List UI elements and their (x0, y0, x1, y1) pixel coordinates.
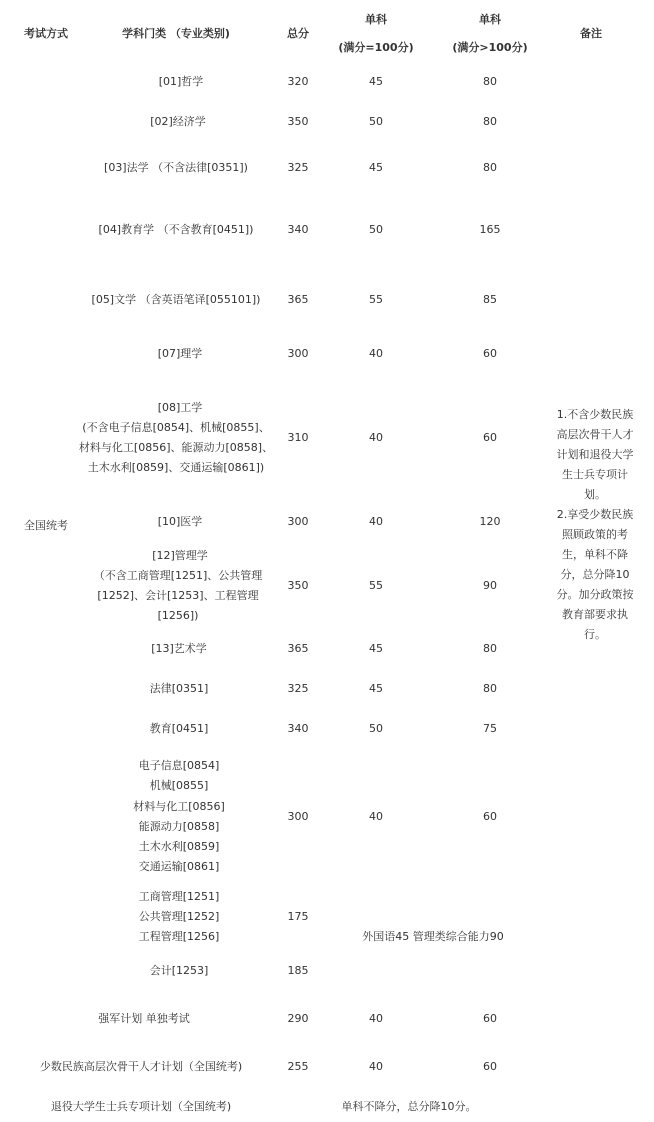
row-category: [10]医学 (157, 515, 203, 528)
row-single1: 40 (369, 515, 383, 528)
row-single2: 60 (483, 347, 497, 360)
row-category-line: (不含电子信息[0854]、机械[0855]、 (82, 421, 270, 434)
row-single1: 50 (369, 722, 383, 735)
row-total: 175 (287, 910, 309, 923)
row-total: 185 (287, 964, 309, 977)
row-single2: 75 (483, 722, 497, 735)
row-category: 会计[1253] (149, 964, 209, 977)
row-single2: 60 (483, 431, 497, 444)
row-category-line: 电子信息[0854] (138, 759, 220, 772)
row-total: 340 (287, 722, 309, 735)
row-single1: 40 (369, 431, 383, 444)
row-category: 少数民族高层次骨干人才计划（全国统考) (39, 1060, 243, 1073)
row-single2: 120 (479, 515, 501, 528)
row-single2: 80 (483, 642, 497, 655)
row-category: 教育[0451] (149, 722, 209, 735)
row-category-line: 土木水利[0859] (138, 840, 220, 853)
row-category-line: [08]工学 (157, 401, 203, 414)
row-single1: 40 (369, 810, 383, 823)
remark-line: 1.不含少数民族 (556, 408, 634, 421)
row-category: [03]法学 （不含法律[0351]) (104, 161, 248, 174)
row-total: 320 (287, 75, 309, 88)
row-category: 退役大学生士兵专项计划（全国统考) (50, 1100, 232, 1113)
remark-line: 高层次骨干人才 (556, 428, 634, 441)
row-category: [05]文学 （含英语笔译[055101]) (91, 293, 261, 306)
remark-line: 分，总分降10 (560, 568, 630, 581)
row-category-line: 土木水利[0859]、交通运输[0861]) (87, 461, 265, 474)
row-category: 法律[0351] (149, 682, 209, 695)
exam-mode-value: 全国统考 (24, 519, 68, 532)
remark-block (549, 405, 641, 645)
row-single1: 50 (369, 223, 383, 236)
header-single1: 单科 (365, 13, 387, 26)
remark-line: 计划和退役大学 (556, 448, 634, 461)
row-single1: 55 (369, 293, 383, 306)
row-total: 325 (287, 682, 309, 695)
mgmt-single-note: 外国语45 管理类综合能力90 (362, 930, 504, 943)
row-total: 300 (287, 347, 309, 360)
row-total: 350 (287, 115, 309, 128)
row-single1: 45 (369, 682, 383, 695)
row-single2: 80 (483, 115, 497, 128)
row-category-line: 交通运输[0861] (138, 860, 220, 873)
row-category-line: [1252]、会计[1253]、工程管理 (97, 589, 259, 602)
remark-line: 2.享受少数民族 (556, 508, 634, 521)
header-single2: 单科 (479, 13, 501, 26)
row-category: [01]哲学 (158, 75, 204, 88)
row-single2: 80 (483, 75, 497, 88)
row-total: 365 (287, 293, 309, 306)
header-single2-sub: (满分>100分) (452, 41, 528, 54)
row-single1: 40 (369, 347, 383, 360)
row-single2: 85 (483, 293, 497, 306)
row-category-line: [1256]) (157, 609, 199, 622)
row-total: 255 (287, 1060, 309, 1073)
header-exam-mode: 考试方式 (24, 27, 68, 40)
row-total: 350 (287, 579, 309, 592)
row-total: 290 (287, 1012, 309, 1025)
remark-line: 照顾政策的考 (562, 528, 628, 541)
row-single1: 45 (369, 161, 383, 174)
row-total: 340 (287, 223, 309, 236)
row-category-line: 材料与化工[0856]、能源动力[0858]、 (78, 441, 274, 454)
header-single1-sub: (满分=100分) (338, 41, 414, 54)
row-total: 365 (287, 642, 309, 655)
row-category: [02]经济学 (150, 115, 206, 128)
remark-line: 划。 (584, 488, 606, 501)
remark-line: 行。 (584, 628, 606, 641)
remark-line: 分。加分政策按 (556, 588, 634, 601)
row-category-line: 工商管理[1251] (138, 890, 220, 903)
row-single1: 45 (369, 75, 383, 88)
remark-line: 教育部要求执 (562, 608, 628, 621)
row-category: [04]教育学 （不含教育[0451]) (98, 223, 254, 236)
remark-line: 生士兵专项计 (562, 468, 628, 481)
remark-line: 生，单科不降 (562, 548, 628, 561)
row-total: 300 (287, 515, 309, 528)
row-single2: 80 (483, 161, 497, 174)
row-single2: 80 (483, 682, 497, 695)
row-category: [07]理学 (157, 347, 203, 360)
row-category-line: 工程管理[1256] (138, 930, 220, 943)
row-single2: 60 (483, 810, 497, 823)
row-total: 310 (287, 431, 309, 444)
row-single1: 55 (369, 579, 383, 592)
row-single1: 45 (369, 642, 383, 655)
row-single1: 50 (369, 115, 383, 128)
header-remark: 备注 (580, 27, 602, 40)
row-total: 325 (287, 161, 309, 174)
row-single1: 40 (369, 1060, 383, 1073)
row-category-line: [12]管理学 (152, 549, 208, 562)
row-single2: 90 (483, 579, 497, 592)
veteran-note: 单科不降分，总分降10分。 (341, 1100, 477, 1113)
row-category-line: 机械[0855] (149, 779, 209, 792)
row-category: 强军计划 单独考试 (98, 1012, 190, 1025)
row-category: [13]艺术学 (151, 642, 207, 655)
row-single2: 60 (483, 1060, 497, 1073)
header-total: 总分 (287, 27, 309, 40)
header-category: 学科门类 （专业类别) (122, 27, 230, 40)
row-category-line: 公共管理[1252] (138, 910, 220, 923)
row-category-line: （不含工商管理[1251]、公共管理 (93, 569, 263, 582)
row-single1: 40 (369, 1012, 383, 1025)
row-total: 300 (287, 810, 309, 823)
row-single2: 60 (483, 1012, 497, 1025)
row-single2: 165 (479, 223, 501, 236)
row-category-line: 能源动力[0858] (138, 820, 220, 833)
row-category-line: 材料与化工[0856] (133, 800, 225, 813)
